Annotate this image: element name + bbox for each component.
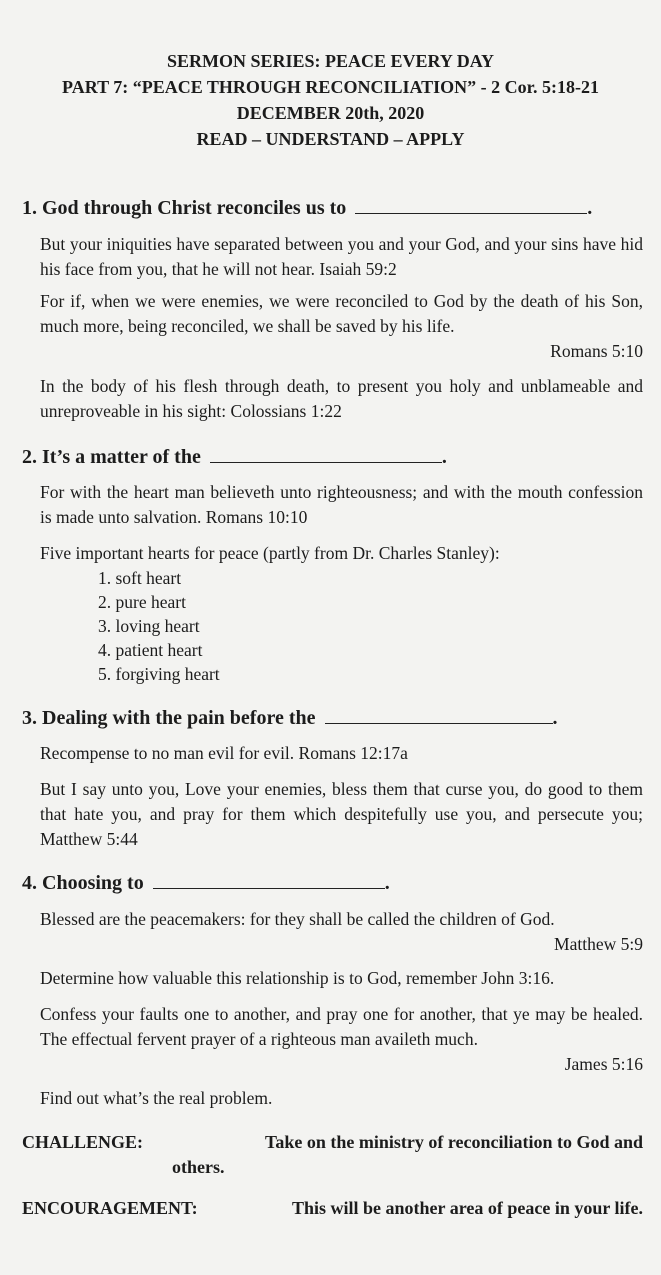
challenge bbox=[22, 1130, 643, 1180]
section-2-para-1: For with the heart man believeth unto righteousness; and with the mouth confession is made unto salvation. Romans 10:10 bbox=[40, 482, 643, 527]
section-1-para-2-text: For if, when we were enemies, we were reconciled to God by the death of his Son, much more, being reconciled, we shall be saved by his life. bbox=[40, 291, 643, 336]
section-4-para-3-text: Confess your faults one to another, and pray one for another, that ye may be healed. The effectual fervent prayer of a righteous man availeth much. bbox=[40, 1004, 643, 1049]
hearts-list bbox=[98, 566, 220, 686]
fill-in-blank bbox=[325, 705, 553, 724]
section-1-para-2 bbox=[40, 289, 643, 364]
fill-in-blank bbox=[153, 870, 385, 889]
scripture-ref: Matthew 5:9 bbox=[554, 934, 643, 954]
scripture-ref: James 5:16 bbox=[564, 1054, 643, 1074]
section-3-heading-text: 3. Dealing with the pain before the bbox=[22, 707, 316, 729]
encouragement-label: ENCOURAGEMENT: bbox=[22, 1198, 198, 1218]
blank-period: . bbox=[587, 197, 593, 219]
blank-period: . bbox=[552, 707, 558, 729]
section-2-heading-text: 2. It’s a matter of the bbox=[22, 446, 201, 468]
blank-period: . bbox=[384, 872, 390, 894]
section-1-para-1: But your iniquities have separated between you and your God, and your sins have hid his face from you, that he will not hear. Isaiah 59:2 bbox=[40, 234, 643, 279]
section-4-heading-text: 4. Choosing to bbox=[22, 872, 144, 894]
motto: READ – UNDERSTAND – APPLY bbox=[196, 129, 465, 149]
section-3-para-2: But I say unto you, Love your enemies, bless them that curse you, do good to them that hate you, and pray for them which despitefully use you, and persecute you; Matthew 5:44 bbox=[40, 779, 643, 849]
header bbox=[0, 48, 661, 152]
section-1-heading-text: 1. God through Christ reconciles us to bbox=[22, 197, 347, 219]
encouragement-line bbox=[22, 1196, 643, 1221]
sermon-date: DECEMBER 20th, 2020 bbox=[236, 103, 425, 123]
section-3-heading bbox=[22, 705, 558, 730]
section-4-para-2: Determine how valuable this relationship is to God, remember John 3:16. bbox=[40, 968, 555, 988]
section-2-para-2: Five important hearts for peace (partly from Dr. Charles Stanley): bbox=[40, 543, 500, 563]
section-4-para-1 bbox=[40, 907, 643, 957]
encouragement-text: This will be another area of peace in your life. bbox=[292, 1198, 643, 1218]
list-item: 2. pure heart bbox=[98, 592, 186, 612]
list-item: 3. loving heart bbox=[98, 616, 200, 636]
list-item: 5. forgiving heart bbox=[98, 664, 220, 684]
section-4-para-3 bbox=[40, 1002, 643, 1077]
section-4-para-4: Find out what’s the real problem. bbox=[40, 1088, 273, 1108]
part-title: PART 7: “PEACE THROUGH RECONCILIATION” - 2 Cor. 5:18-21 bbox=[62, 77, 599, 97]
section-4-heading bbox=[22, 870, 390, 895]
fill-in-blank bbox=[210, 444, 442, 463]
section-4-para-1-text: Blessed are the peacemakers: for they shall be called the children of God. bbox=[40, 909, 555, 929]
challenge-line-1 bbox=[22, 1130, 643, 1155]
challenge-label: CHALLENGE: bbox=[22, 1132, 144, 1152]
fill-in-blank bbox=[355, 195, 587, 214]
challenge-text-2: others. bbox=[172, 1157, 225, 1177]
section-2-heading bbox=[22, 444, 447, 469]
encouragement bbox=[22, 1196, 643, 1221]
section-1-heading bbox=[22, 195, 592, 220]
scripture-ref: Romans 5:10 bbox=[550, 341, 643, 361]
blank-period: . bbox=[441, 446, 447, 468]
list-item: 1. soft heart bbox=[98, 568, 182, 588]
section-1-para-3: In the body of his flesh through death, to present you holy and unblameable and unreproveable in his sight: Colossians 1:22 bbox=[40, 376, 643, 421]
series-title: SERMON SERIES: PEACE EVERY DAY bbox=[166, 51, 495, 71]
section-3-para-1: Recompense to no man evil for evil. Romans 12:17a bbox=[40, 743, 408, 763]
challenge-text: Take on the ministry of reconciliation to God and bbox=[264, 1132, 643, 1152]
list-item: 4. patient heart bbox=[98, 640, 203, 660]
